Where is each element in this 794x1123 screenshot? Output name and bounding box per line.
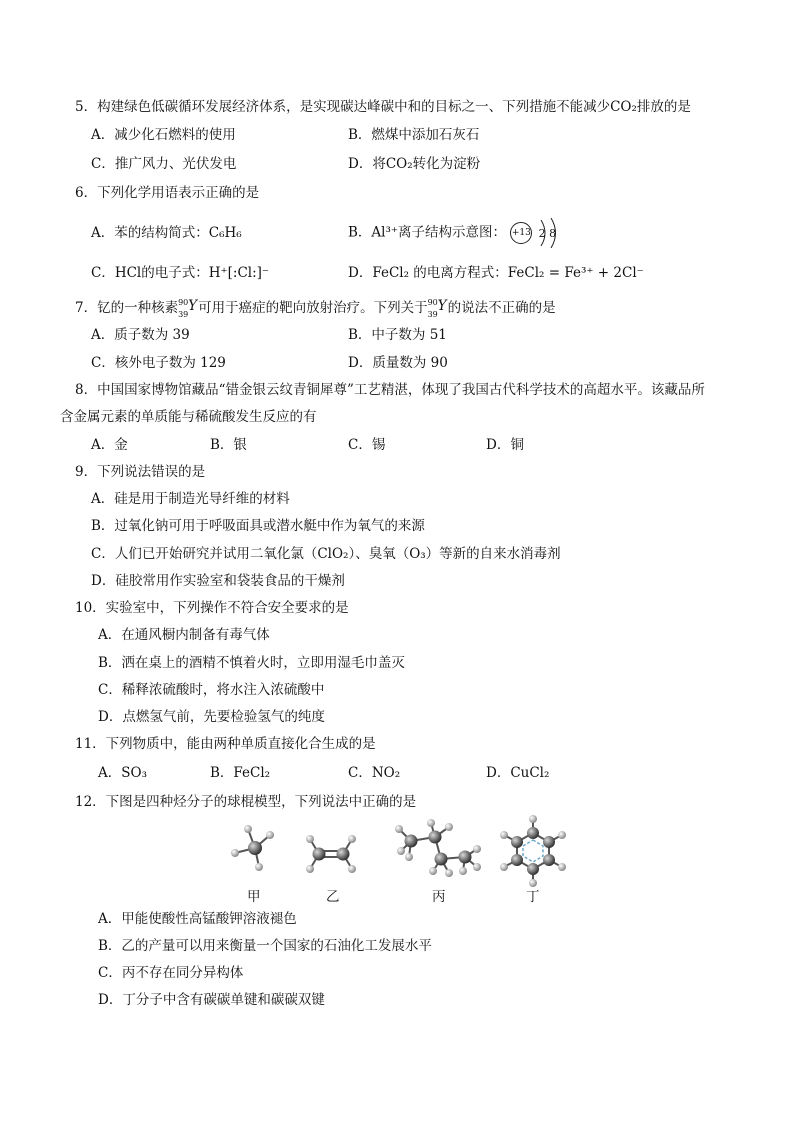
q7-option-c: C．核外电子数为 129	[91, 355, 226, 371]
q9-option-d: D．硅胶常用作实验室和袋装食品的干燥剂	[91, 573, 345, 589]
q7-stem-part1: 7．钇的一种核素	[75, 300, 179, 316]
ethylene-model	[306, 835, 356, 873]
q6-option-c-label: C．HCl的电子式：	[91, 265, 209, 281]
q8-option-d: D．铜	[486, 437, 524, 453]
q7-stem-part2: 可用于癌症的靶向放射治疗。下列关于	[198, 300, 428, 316]
q11-option-c: C．NO₂	[348, 765, 401, 781]
q8-option-b: B．银	[210, 437, 247, 453]
mass-number: 90	[178, 298, 189, 307]
element-symbol: Y	[188, 298, 198, 314]
model-label-ding: 丁	[526, 889, 540, 905]
q6-option-a: A．苯的结构简式：C₆H₆	[91, 225, 242, 241]
hcl-electron-formula: H⁺[:Cl:]⁻	[208, 265, 270, 281]
q10-option-b: B．洒在桌上的酒精不慎着火时，立即用湿毛巾盖灭	[98, 655, 405, 671]
q7-stem	[75, 297, 556, 317]
q12-option-d: D．丁分子中含有碳碳单键和碳碳双键	[98, 992, 325, 1008]
q9-stem: 9．下列说法错误的是	[75, 464, 206, 480]
shell-electrons: 2 8	[538, 226, 557, 240]
q6-stem: 6．下列化学用语表示正确的是	[75, 185, 260, 201]
mass-number: 90	[427, 298, 438, 307]
q6-option-d: D．FeCl₂ 的电离方程式：FeCl₂ = Fe³⁺ + 2Cl⁻	[348, 265, 644, 281]
q11-option-d: D．CuCl₂	[486, 765, 550, 781]
q5-option-a: A．减少化石燃料的使用	[91, 127, 236, 143]
q10-stem: 10．实验室中，下列操作不符合安全要求的是	[75, 600, 349, 616]
model-label-bing: 丙	[432, 889, 446, 905]
q5-option-d: D．将CO₂转化为淀粉	[348, 156, 481, 172]
q9-option-c: C．人们已开始研究并试用二氧化氯（ClO₂）、臭氧（O₃）等新的自来水消毒剂	[91, 546, 561, 562]
q11-option-a: A．SO₃	[98, 765, 147, 781]
q6-option-b	[348, 218, 556, 248]
q12-stem: 12．下图是四种烃分子的球棍模型，下列说法中正确的是	[75, 794, 417, 810]
q9-option-a: A．硅是用于制造光导纤维的材料	[91, 491, 290, 507]
q8-stem-line2: 含金属元素的单质能与稀硫酸发生反应的有	[60, 409, 317, 425]
q10-option-c: C．稀释浓硫酸时，将水注入浓硫酸中	[98, 682, 325, 698]
q6-option-c	[91, 264, 269, 282]
q11-stem: 11．下列物质中，能由两种单质直接化合生成的是	[75, 736, 376, 752]
proton-number: 39	[178, 310, 189, 319]
nucleus-diagram: +13	[510, 222, 532, 244]
element-symbol: Y	[437, 298, 447, 314]
butane-model	[395, 819, 481, 877]
q8-option-c: C．锡	[348, 437, 386, 453]
q6-option-b-label: B．Al³⁺离子结构示意图：	[348, 224, 507, 241]
proton-number: 39	[427, 310, 438, 319]
model-label-yi: 乙	[326, 889, 340, 905]
yttrium-nuclide-2	[427, 297, 448, 319]
benzene-model	[500, 815, 566, 887]
model-label-jia: 甲	[247, 889, 261, 905]
q8-option-a: A．金	[91, 437, 128, 453]
q10-option-d: D．点燃氢气前，先要检验氢气的纯度	[98, 709, 325, 725]
q7-option-a: A．质子数为 39	[91, 327, 190, 343]
q7-stem-part3: 的说法不正确的是	[447, 300, 556, 316]
q5-option-b: B．燃煤中添加石灰石	[348, 127, 480, 143]
q12-option-c: C．丙不存在同分异构体	[98, 965, 244, 981]
q7-option-d: D．质量数为 90	[348, 355, 448, 371]
q9-option-b: B．过氧化钠可用于呼吸面具或潜水艇中作为氧气的来源	[91, 518, 425, 534]
q11-option-b: B．FeCl₂	[210, 765, 271, 781]
q5-stem: 5．构建绿色低碳循环发展经济体系，是实现碳达峰碳中和的目标之一、下列措施不能减少CO₂排放的是	[75, 99, 691, 115]
methane-model	[231, 825, 274, 871]
q7-option-b: B．中子数为 51	[348, 327, 447, 343]
q12-option-a: A．甲能使酸性高锰酸钾溶液褪色	[98, 911, 297, 927]
q5-option-c: C．推广风力、光伏发电	[91, 156, 237, 172]
q10-option-a: A．在通风橱内制备有毒气体	[98, 627, 270, 643]
q12-option-b: B．乙的产量可以用来衡量一个国家的石油化工发展水平	[98, 938, 432, 954]
q8-stem-line1: 8．中国国家博物馆藏品“错金银云纹青铜犀尊”工艺精湛，体现了我国古代科学技术的高超水平。该藏品所	[75, 382, 705, 398]
yttrium-nuclide	[178, 297, 198, 319]
